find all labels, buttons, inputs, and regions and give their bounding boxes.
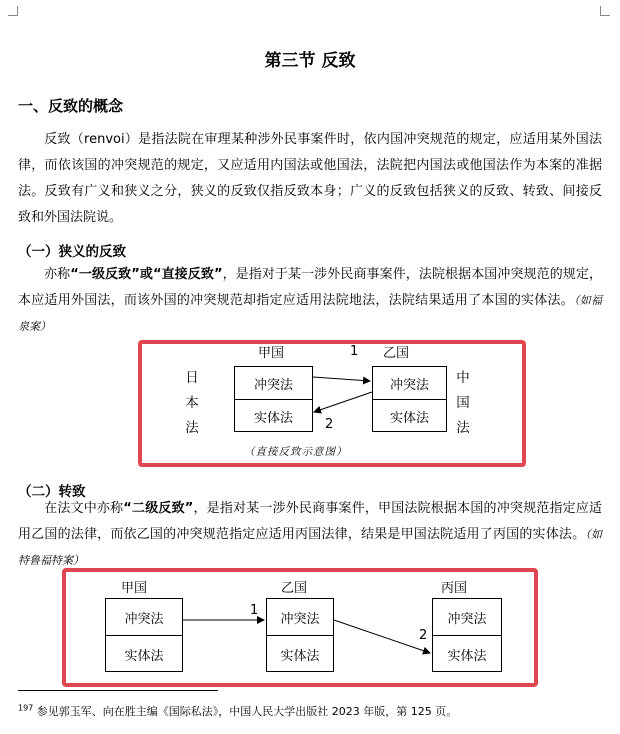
country-c-label: 丙国 <box>441 581 468 596</box>
term-conjunction: 或 <box>139 267 153 282</box>
char: 日 <box>185 370 199 386</box>
heading-transmission: （二）转致 <box>18 484 86 500</box>
conflict-law-cell: 冲突法 <box>433 599 501 636</box>
term-second-degree: “二级反致” <box>123 501 194 516</box>
substantive-law-cell: 实体法 <box>447 648 487 664</box>
conflict-law-cell: 冲突法 <box>106 599 182 636</box>
term-first-degree: “一级反致” <box>70 267 140 282</box>
substantive-law-cell: 实体法 <box>124 648 164 664</box>
case-note: （如福泉案） <box>18 294 602 333</box>
arrow2-label: 2 <box>325 417 334 432</box>
char: 法 <box>185 420 199 436</box>
country-b-label: 乙国 <box>383 346 410 361</box>
char: 中 <box>456 370 470 386</box>
footnote-separator <box>18 690 218 691</box>
substantive-law-cell: 实体法 <box>280 648 320 664</box>
conflict-law-cell: 冲突法 <box>373 367 446 400</box>
arrow1-label: 1 <box>350 344 359 359</box>
country-b-label: 乙国 <box>281 581 308 596</box>
intro-text: 反致（renvoi）是指法院在审理某种涉外民事案件时，依内国冲突规范的规定，应适用某外国法律，而依该国的冲突规范的规定，又应适用内国法或他国法，法院把内国法或他国法作为本案的准据法。反致有广义和狭义之分，狭义的反致仅指反致本身；广义的反致包括狭义的反致、转致、间接反致和外国法院说。 <box>18 132 602 225</box>
char: 本 <box>185 395 199 411</box>
footnote-number: 197 <box>18 703 34 713</box>
d1-arrow-1 <box>313 377 370 381</box>
term-direct: “直接反致” <box>152 267 223 282</box>
conflict-law-cell: 冲突法 <box>267 599 333 636</box>
char: 国 <box>456 395 470 411</box>
heading-narrow-renvoi: （一）狭义的反致 <box>18 244 126 260</box>
arrow1-label: 1 <box>250 603 259 618</box>
country-a-label: 甲国 <box>258 346 285 361</box>
d2-arrow-2 <box>334 620 430 653</box>
footnote <box>18 703 457 719</box>
substantive-law-cell: 实体法 <box>253 410 293 426</box>
country-a-label: 甲国 <box>121 581 148 596</box>
conflict-law-cell: 冲突法 <box>235 367 312 400</box>
text-prefix: 亦称 <box>44 267 71 282</box>
footnote-text: 参见郭玉军、向在胜主编《国际私法》，中国人民大学出版社 2023 年版，第 125 页。 <box>36 705 458 718</box>
char: 法 <box>456 420 470 436</box>
section-title: 第三节 反致 <box>264 51 356 71</box>
d1-arrow-2 <box>314 392 372 412</box>
text-rest: ，是指对某一涉外民商事案件，甲国法院根据本国的冲突规范指定应适用乙国的法律，而依乙国的冲突规范指定应适用丙国法律，结果是甲国法院适用了丙国的实体法。 <box>18 501 602 542</box>
arrow2-label: 2 <box>419 628 428 643</box>
diagram1-caption: （直接反致示意图） <box>244 446 348 458</box>
substantive-law-cell: 实体法 <box>389 410 429 426</box>
text-rest: ，是指对于某一涉外民商事案件，法院根据本国冲突规范的规定，本应适用外国法，而该外国的冲突规范却指定应适用法院地法，法院结果适用了本国的实体法。 <box>18 267 602 308</box>
case-note: （如特鲁福特案） <box>18 528 602 567</box>
heading-concept: 一、反致的概念 <box>18 97 124 115</box>
text-prefix: 在法文中亦称 <box>44 501 124 516</box>
